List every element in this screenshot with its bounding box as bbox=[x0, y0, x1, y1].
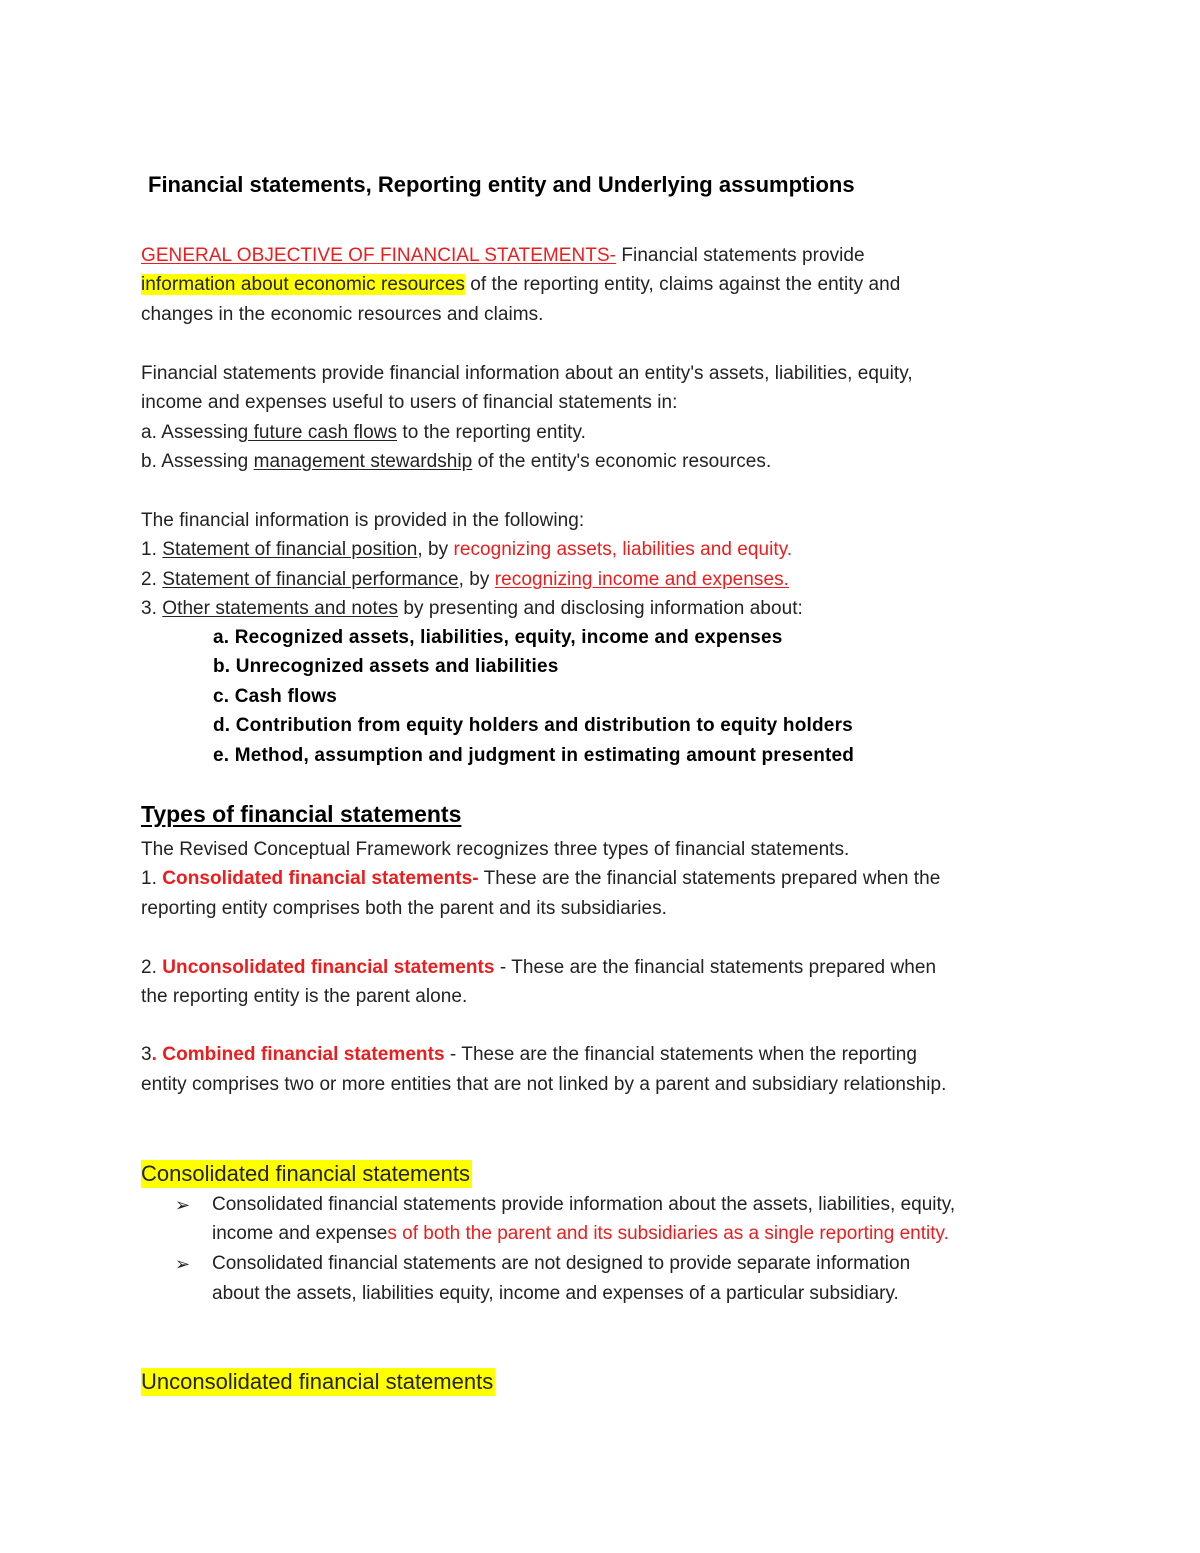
sub-item-b: b. Unrecognized assets and liabilities bbox=[213, 656, 559, 677]
sub-item-d: d. Contribution from equity holders and distribution to equity holders bbox=[213, 715, 853, 736]
provided-item-2 bbox=[141, 568, 789, 592]
item-3-number: 3. bbox=[141, 598, 163, 619]
item-b-prefix: b. Assessing bbox=[141, 451, 254, 472]
consolidated-bullet-2-line-1: Consolidated financial statements are not designed to provide separate information bbox=[212, 1253, 911, 1274]
type-3-name: Combined financial statements bbox=[162, 1044, 445, 1065]
usefulness-line-1: Financial statements provide financial information about an entity's assets, liabilities, equity, bbox=[141, 363, 913, 384]
consolidated-bullet-1-line-2 bbox=[212, 1222, 949, 1246]
management-stewardship: management stewardship bbox=[253, 451, 473, 472]
type-1-line-1 bbox=[141, 867, 940, 891]
type-1-number: 1. bbox=[141, 868, 163, 889]
item-1-mid: , by bbox=[417, 539, 454, 560]
consolidated-heading: Consolidated financial statements bbox=[141, 1161, 470, 1186]
item-1-number: 1. bbox=[141, 539, 163, 560]
type-1-line-2: reporting entity comprises both the parent and its subsidiaries. bbox=[141, 898, 667, 919]
bullet-1-plain: income and expense bbox=[212, 1223, 388, 1244]
type-2-number: 2. bbox=[141, 957, 163, 978]
item-b-rest: of the entity's economic resources. bbox=[472, 451, 772, 472]
item-a-prefix: a. Assessin bbox=[141, 422, 238, 443]
arrow-bullet-icon: ➢ bbox=[175, 1254, 191, 1274]
general-objective-heading: GENERAL OBJECTIVE OF FINANCIAL STATEMENTS- bbox=[141, 245, 617, 266]
type-3-line-2: entity comprises two or more entities that are not linked by a parent and subsidiary relationship. bbox=[141, 1074, 947, 1095]
item-1-red-text: recognizing assets, liabilities and equity. bbox=[453, 539, 793, 560]
types-intro: The Revised Conceptual Framework recognizes three types of financial statements. bbox=[141, 839, 850, 860]
consolidated-bullet-1-line-1: Consolidated financial statements provide information about the assets, liabilities, equity, bbox=[212, 1194, 956, 1215]
highlighted-economic-resources: information about economic resources bbox=[141, 274, 465, 295]
general-objective-line-3: changes in the economic resources and claims. bbox=[141, 304, 544, 325]
type-2-line-2: the reporting entity is the parent alone. bbox=[141, 986, 468, 1007]
type-1-rest: These are the financial statements prepared when the bbox=[478, 868, 941, 889]
general-objective-line-1 bbox=[141, 244, 865, 268]
provided-intro: The financial information is provided in the following: bbox=[141, 510, 585, 531]
type-2-line-1 bbox=[141, 956, 936, 980]
type-3-number: 3 bbox=[141, 1044, 152, 1065]
type-2-rest: - These are the financial statements prepared when bbox=[494, 957, 937, 978]
type-3-line-1 bbox=[141, 1043, 917, 1067]
type-3-rest: - These are the financial statements when the reporting bbox=[444, 1044, 918, 1065]
general-objective-text: Financial statements provide bbox=[616, 245, 865, 266]
document-title: Financial statements, Reporting entity and Underlying assumptions bbox=[148, 172, 855, 197]
arrow-bullet-icon: ➢ bbox=[175, 1195, 191, 1215]
sub-item-c: c. Cash flows bbox=[213, 686, 338, 707]
statement-of-financial-performance: Statement of financial performance bbox=[162, 569, 459, 590]
provided-item-3 bbox=[141, 597, 803, 621]
types-heading: Types of financial statements bbox=[141, 801, 462, 827]
consolidated-bullet-2-line-2: about the assets, liabilities equity, income and expenses of a particular subsidiary. bbox=[212, 1283, 899, 1304]
general-objective-line-2 bbox=[141, 273, 900, 297]
type-2-name: Unconsolidated financial statements bbox=[162, 957, 495, 978]
usefulness-line-2: income and expenses useful to users of financial statements in: bbox=[141, 392, 678, 413]
unconsolidated-heading: Unconsolidated financial statements bbox=[141, 1369, 494, 1394]
type-1-name: Consolidated financial statements- bbox=[162, 868, 479, 889]
item-2-red-text: recognizing income and expenses. bbox=[494, 569, 789, 590]
item-2-mid: , by bbox=[458, 569, 495, 590]
usefulness-item-a bbox=[141, 421, 586, 445]
item-2-number: 2. bbox=[141, 569, 163, 590]
general-objective-text-2: of the reporting entity, claims against the entity and bbox=[464, 274, 901, 295]
bullet-1-red-text: s of both the parent and its subsidiaries as a single reporting entity. bbox=[387, 1223, 949, 1244]
future-cash-flows: g future cash flows bbox=[237, 422, 398, 443]
other-statements-and-notes: Other statements and notes bbox=[162, 598, 399, 619]
sub-item-a: a. Recognized assets, liabilities, equity, income and expenses bbox=[213, 627, 783, 648]
provided-item-1 bbox=[141, 538, 792, 562]
sub-item-e: e. Method, assumption and judgment in estimating amount presented bbox=[213, 745, 855, 766]
type-3-dot: . bbox=[151, 1044, 163, 1065]
item-3-rest: by presenting and disclosing information about: bbox=[398, 598, 803, 619]
statement-of-financial-position: Statement of financial position bbox=[162, 539, 418, 560]
usefulness-item-b bbox=[141, 450, 771, 474]
item-a-rest: to the reporting entity. bbox=[397, 422, 586, 443]
